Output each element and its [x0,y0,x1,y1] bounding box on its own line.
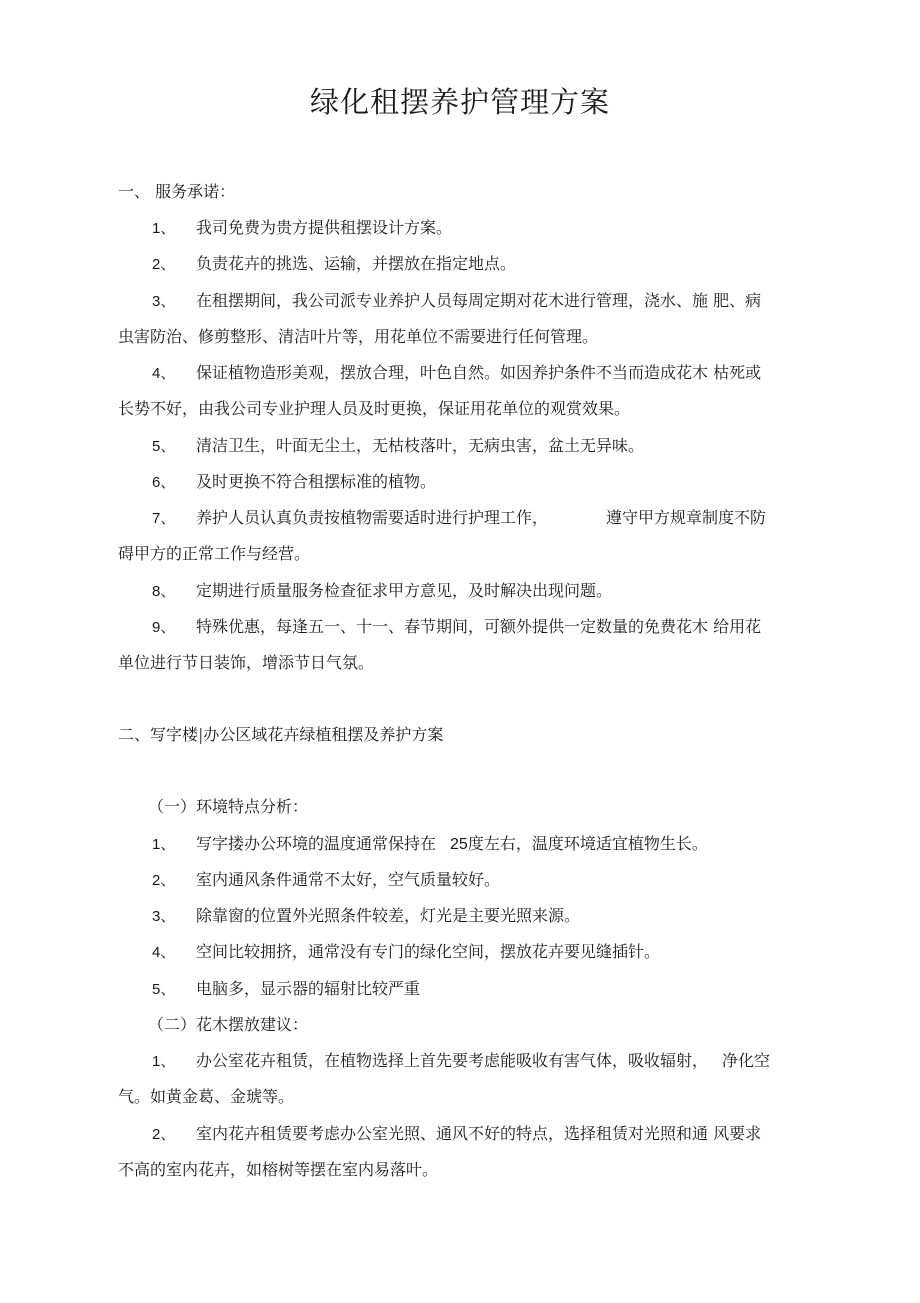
document-title: 绿化租摆养护管理方案 [309,85,610,119]
list-item: 7、 养护人员认真负责按植物需要适时进行护理工作， 遵守甲方规章制度不防 [152,508,767,527]
list-item-continuation: 虫害防治、修剪整形、清洁叶片等，用花单位不需要进行任何管理。 [118,327,599,346]
list-item: 8、 定期进行质量服务检查征求甲方意见，及时解决出现问题。 [152,581,613,600]
list-item-continuation: 气。如黄金葛、金琥等。 [118,1087,295,1106]
list-item: 6、 及时更换不符合租摆标准的植物。 [152,472,437,491]
list-item: 4、 空间比较拥挤，通常没有专门的绿化空间，摆放花卉要见缝插针。 [152,942,661,961]
list-item: 2、 负责花卉的挑选、运输，并摆放在指定地点。 [152,254,517,273]
list-item: 1、 办公室花卉租赁，在植物选择上首先要考虑能吸收有害气体，吸收辐射， 净化空 [152,1051,771,1070]
list-item: 2、 室内通风条件通常不太好，空气质量较好。 [152,870,501,889]
list-item: 2、 室内花卉租赁要考虑办公室光照、通风不好的特点，选择租赁对光照和通 风要求 [152,1124,762,1143]
list-item: 5、 电脑多，显示器的辐射比较严重 [152,979,421,998]
list-item: 3、 除靠窗的位置外光照条件较差，灯光是主要光照来源。 [152,906,581,925]
subsection-heading-placement: （二）花木摆放建议： [148,1015,309,1034]
section-heading-service: 一、 服务承诺： [118,182,236,201]
list-item-continuation: 碍甲方的正常工作与经营。 [118,544,311,563]
list-item-continuation: 不高的室内花卉，如榕树等摆在室内易落叶。 [118,1160,439,1179]
list-item: 1、 写字搂办公环境的温度通常保持在 25度左右，温度环境适宜植物生长。 [152,834,708,853]
list-item-continuation: 长势不好，由我公司专业护理人员及时更换，保证用花单位的观赏效果。 [118,399,631,418]
list-item: 5、 清洁卫生，叶面无尘土，无枯枝落叶，无病虫害，盆土无异味。 [152,436,645,455]
list-item-continuation: 单位进行节日装饰，增添节日气氛。 [118,653,375,672]
section-heading-office: 二、写字楼|办公区域花卉绿植租摆及养护方案 [118,725,444,744]
list-item: 4、 保证植物造形美观，摆放合理，叶色自然。如因养护条件不当而造成花木 枯死或 [152,363,762,382]
list-item: 1、 我司免费为贵方提供租摆设计方案。 [152,218,453,237]
list-item: 9、 特殊优惠，每逢五一、十一、春节期间，可额外提供一定数量的免费花木 给用花 [152,617,762,636]
list-item: 3、 在租摆期间，我公司派专业养护人员每周定期对花木进行管理，浇水、施 肥、病 [152,291,762,310]
subsection-heading-environment: （一）环境特点分析： [148,797,309,816]
